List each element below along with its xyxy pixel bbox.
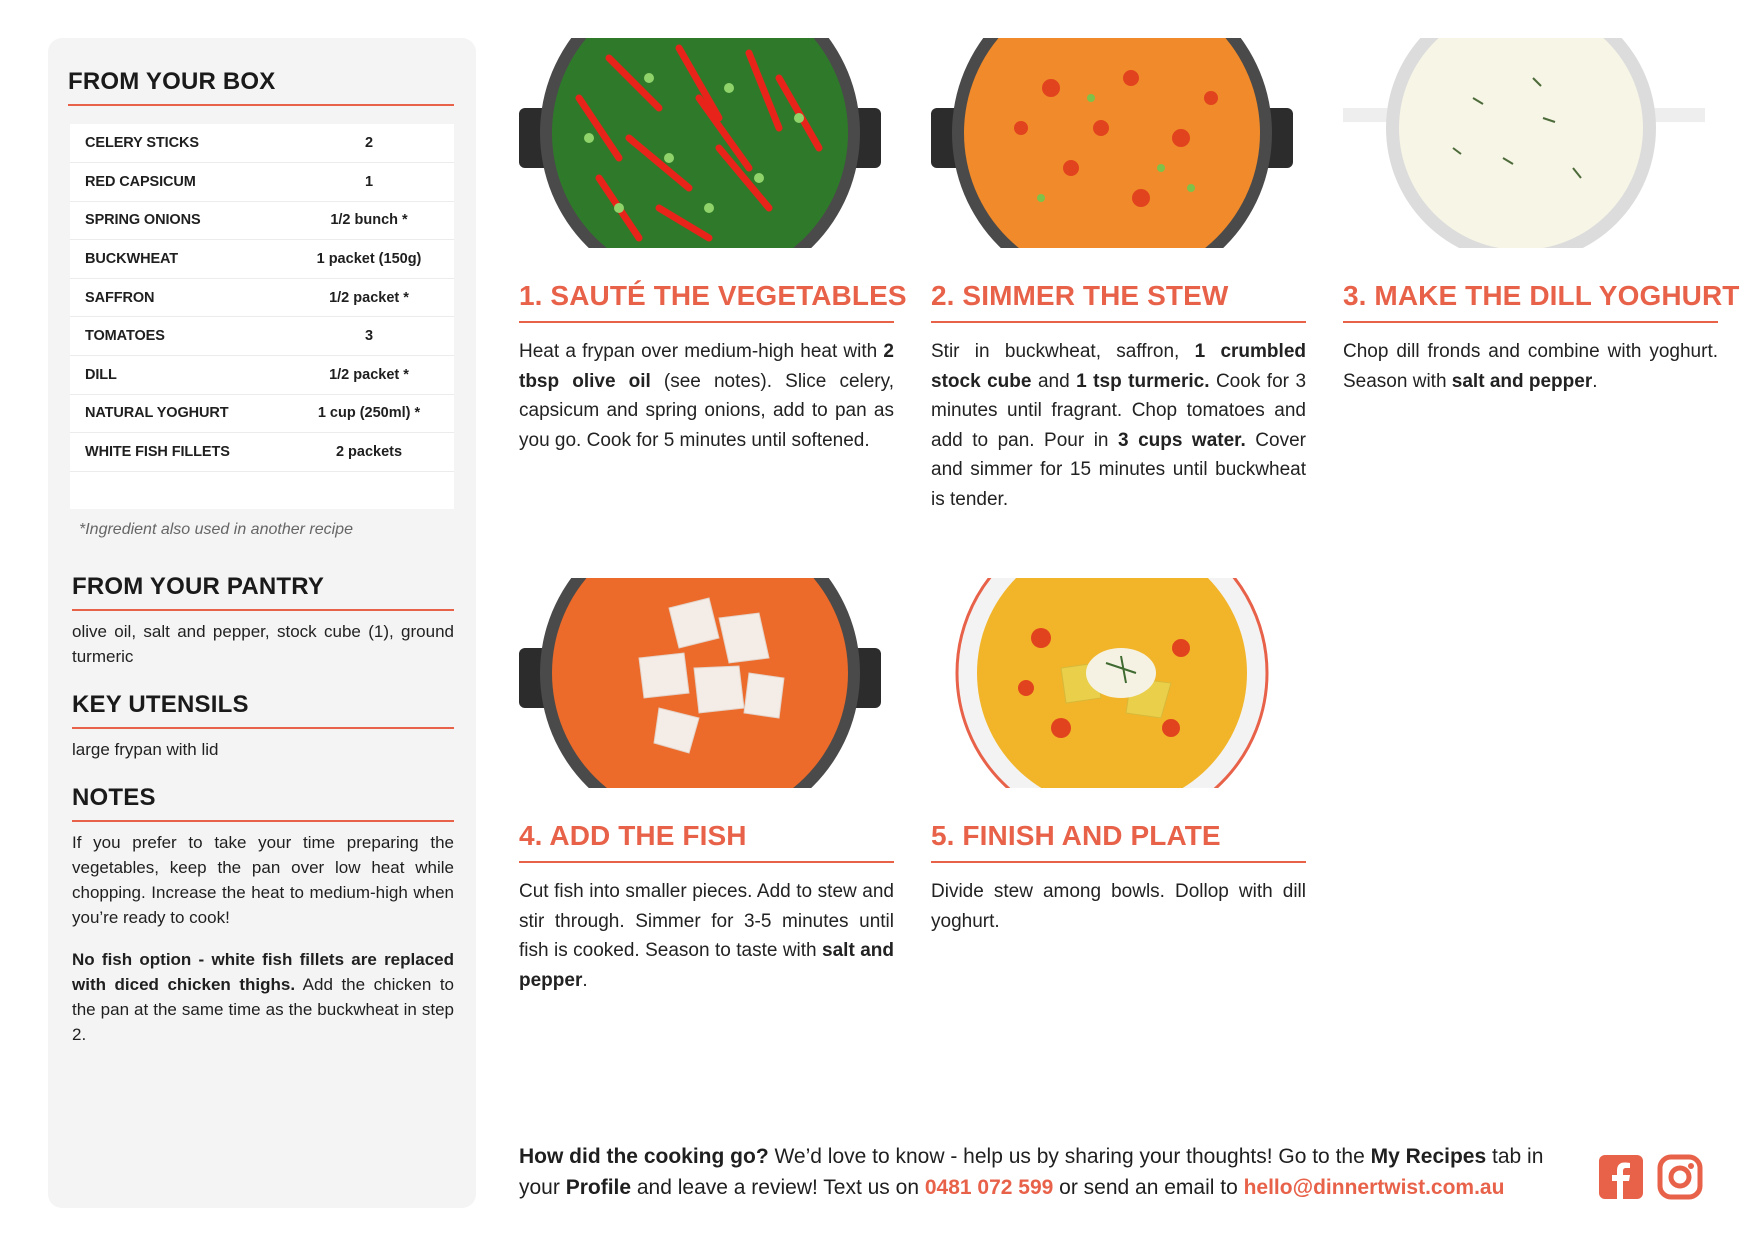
step-2 <box>931 38 1306 514</box>
ingredient-name: RED CAPSICUM <box>85 173 196 190</box>
notes-paragraph-1: If you prefer to take your time preparing the vegetables, keep the pan over low heat while chopping. Increase the heat to medium-high when you’re ready to cook! <box>72 833 454 928</box>
simmering-stew-image <box>931 38 1293 248</box>
step-1-photo <box>519 38 881 248</box>
step-text-segment: (see notes). Slice celery, capsicum and spring onions, add to pan as you go. Cook for 5 minutes until softened. <box>519 370 894 451</box>
ingredient-name: TOMATOES <box>85 328 165 345</box>
step-1-text <box>519 337 894 455</box>
stew-with-fish-image <box>519 578 881 788</box>
step-3-photo <box>1343 38 1705 248</box>
my-recipes-tab-link[interactable]: My Recipes <box>1370 1145 1487 1168</box>
step-3-text <box>1343 337 1718 396</box>
step-text-segment: . <box>1592 370 1598 392</box>
footer-text-2: tab in your <box>519 1145 1544 1199</box>
step-text-bold: 3 cups water. <box>1118 429 1246 451</box>
step-text-segment: and <box>1031 370 1077 392</box>
step-text-bold: 2 tbsp olive oil <box>519 341 894 392</box>
ingredient-name: BUCKWHEAT <box>85 251 179 268</box>
ingredient-name: DILL <box>85 366 117 383</box>
ingredient-footnote: *Ingredient also used in another recipe <box>79 521 353 539</box>
utensils-text: large frypan with lid <box>72 740 219 760</box>
step-5 <box>931 578 1306 936</box>
ingredient-row <box>70 124 454 163</box>
step-1 <box>519 38 907 455</box>
step-text-bold: salt and pepper <box>1451 370 1593 392</box>
frypan-vegetables-image <box>519 38 881 248</box>
plated-stew-image <box>931 578 1293 788</box>
ingredient-quantity: 1 packet (150g) <box>316 251 422 268</box>
pantry-text: olive oil, salt and pepper, stock cube (1), ground turmeric <box>72 622 454 667</box>
ingredient-row <box>70 394 454 433</box>
step-text-bold: salt and pepper <box>519 940 894 991</box>
ingredient-name: WHITE FISH FILLETS <box>85 444 230 461</box>
instagram-icon[interactable] <box>1657 1154 1703 1200</box>
feedback-footer <box>519 1141 1584 1203</box>
from-your-box-title: FROM YOUR BOX <box>68 68 454 106</box>
step-3-title: 3. MAKE THE DILL YOGHURT <box>1343 280 1718 323</box>
footer-text-1: We’d love to know - help us by sharing your thoughts! Go to the <box>768 1145 1371 1168</box>
ingredients-table <box>70 124 454 509</box>
step-4 <box>519 578 894 995</box>
ingredient-row <box>70 433 454 472</box>
ingredient-quantity: 3 <box>364 328 374 345</box>
step-text-segment: Divide stew among bowls. Dollop with dill yoghurt. <box>931 881 1306 932</box>
ingredient-quantity: 1/2 packet * <box>329 289 409 306</box>
ingredient-row <box>70 201 454 240</box>
ingredient-row <box>70 356 454 395</box>
step-text-segment: Cover and simmer for 15 minutes until buckwheat is tender. <box>931 429 1306 510</box>
footer-text-4: or send an email to <box>1053 1176 1244 1199</box>
step-text-segment: Cut fish into smaller pieces. Add to stew and stir through. Simmer for 3-5 minutes until fish is cooked. Season to taste with <box>519 881 894 961</box>
step-text-bold: 1 tsp turmeric. <box>1076 370 1210 392</box>
ingredient-row-empty <box>70 471 454 509</box>
step-2-photo <box>931 38 1293 248</box>
feedback-question: How did the cooking go? <box>519 1145 769 1168</box>
notes-title: NOTES <box>72 784 454 822</box>
ingredient-quantity: 1 cup (250ml) * <box>317 405 421 422</box>
ingredient-quantity: 1/2 bunch * <box>330 212 408 229</box>
ingredient-name: NATURAL YOGHURT <box>85 405 229 422</box>
facebook-icon[interactable] <box>1598 1154 1644 1200</box>
notes-rest-text: Add the chicken to the pan at the same time as the buckwheat in step 2. <box>72 975 455 1045</box>
profile-link[interactable]: Profile <box>565 1176 632 1199</box>
step-text-segment: Chop dill fronds and combine with yoghurt. Season with <box>1343 341 1718 392</box>
notes-bold-text: No fish option - white fish fillets are replaced with diced chicken thighs. <box>72 950 454 995</box>
ingredient-quantity: 1 <box>364 173 374 190</box>
step-4-photo <box>519 578 881 788</box>
step-5-title: 5. FINISH AND PLATE <box>931 820 1306 863</box>
step-1-title: 1. SAUTÉ THE VEGETABLES <box>519 280 894 323</box>
ingredient-name: CELERY STICKS <box>85 135 199 152</box>
dill-yoghurt-image <box>1343 38 1705 248</box>
email-link[interactable]: hello@dinnertwist.com.au <box>1243 1176 1505 1199</box>
ingredient-row <box>70 240 454 279</box>
footer-text-3: and leave a review! Text us on <box>631 1176 925 1199</box>
step-text-segment: . <box>582 969 588 991</box>
step-text-bold: 1 crumbled stock cube <box>931 341 1306 392</box>
ingredient-row <box>70 163 454 202</box>
ingredient-quantity: 2 packets <box>335 444 403 461</box>
step-text-segment: Stir in buckwheat, saffron, <box>931 341 1195 362</box>
step-5-text <box>931 877 1306 936</box>
ingredient-row <box>70 278 454 317</box>
step-2-title: 2. SIMMER THE STEW <box>931 280 1306 323</box>
ingredient-quantity: 2 <box>364 135 374 152</box>
ingredient-row <box>70 317 454 356</box>
ingredient-name: SAFFRON <box>85 289 155 306</box>
step-4-text <box>519 877 894 995</box>
step-text-segment: Heat a frypan over medium-high heat with <box>519 341 884 362</box>
step-text-segment: Cook for 3 minutes until fragrant. Chop tomatoes and add to pan. Pour in <box>931 370 1307 451</box>
step-2-text <box>931 337 1306 514</box>
ingredient-name: SPRING ONIONS <box>85 212 201 229</box>
notes-paragraph-2 <box>72 930 454 1047</box>
step-4-title: 4. ADD THE FISH <box>519 820 894 863</box>
ingredients-sidebar <box>48 38 476 1208</box>
ingredient-quantity: 1/2 packet * <box>329 366 409 383</box>
step-3 <box>1343 38 1740 396</box>
from-your-pantry-title: FROM YOUR PANTRY <box>72 573 454 611</box>
step-5-photo <box>931 578 1293 788</box>
key-utensils-title: KEY UTENSILS <box>72 691 454 729</box>
phone-number-link[interactable]: 0481 072 599 <box>924 1176 1054 1199</box>
